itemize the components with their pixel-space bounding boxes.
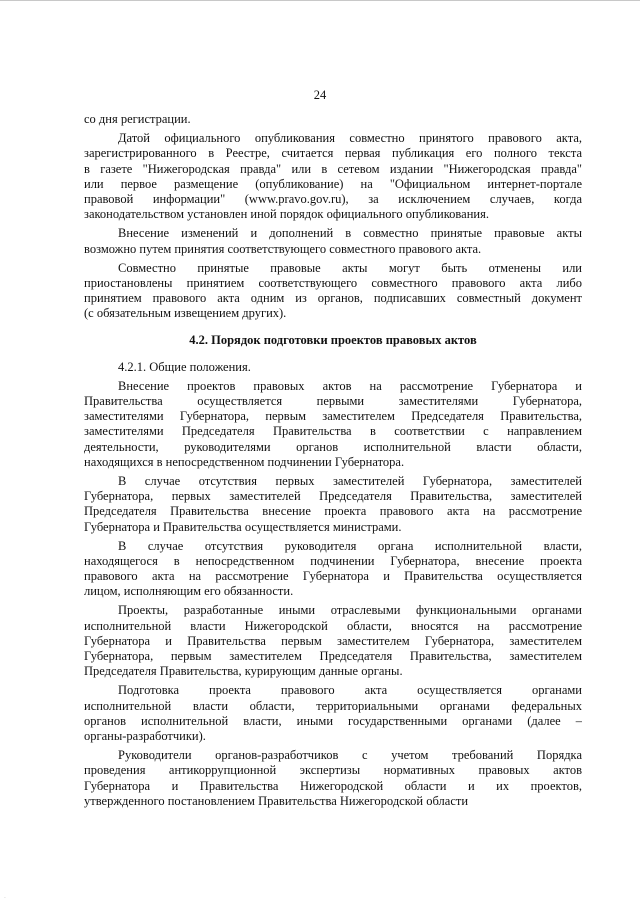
text-line: правового акта на рассмотрение Губернатора и Правительства осуществляется: [84, 569, 582, 584]
text-line: Совместно принятые правовые акты могут быть отменены или: [118, 260, 582, 275]
text-line: в газете "Нижегородская правда" или в сетевом издании "Нижегородская правда": [84, 161, 582, 176]
text-line: органы-разработчики).: [84, 728, 206, 743]
paragraph: [84, 131, 582, 222]
paragraph: [84, 539, 582, 600]
text-line: законодательством установлен иной порядок официального опубликования.: [84, 207, 489, 222]
text-line: Датой официального опубликования совместно принятого правового акта,: [118, 131, 582, 146]
text-line: 4.2.1. Общие положения.: [118, 359, 251, 374]
text-line: Губернатора, первых заместителей Председателя Правительства, заместителей: [84, 489, 582, 504]
paragraph: [84, 683, 582, 744]
text-line: Председателя Правительства, курирующим данные органы.: [84, 664, 403, 679]
text-line: Правительства осуществляется первыми заместителями Губернатора,: [84, 394, 582, 409]
document-body: [84, 112, 582, 809]
text-line: зарегистрированного в Реестре, считается первая публикация его полного текста: [84, 146, 582, 161]
text-line: деятельности, руководителями органов исполнительной власти области,: [84, 439, 582, 454]
section-before-heading: [84, 112, 582, 321]
paragraph: [84, 112, 582, 127]
text-line: (с обязательным извещением других).: [84, 306, 287, 321]
text-line: находящегося в непосредственном подчинении Губернатора, внесение проекта: [84, 553, 582, 568]
text-line: исполнительной власти Нижегородской области, вносятся на рассмотрение: [84, 618, 582, 633]
text-line: правовой информации" (www.pravo.gov.ru), за исключением случаев, когда: [84, 191, 582, 206]
section-after-heading: [84, 360, 582, 809]
text-line: Проекты, разработанные иными отраслевыми функциональными органами: [118, 603, 582, 618]
text-line: В случае отсутствия первых заместителей Губернатора, заместителей: [118, 473, 582, 488]
text-line: утвержденного постановлением Правительства Нижегородской области: [84, 793, 469, 808]
text-line: находящихся в непосредственном подчинении Губернатора.: [84, 454, 405, 469]
text-line: Руководители органов-разработчиков с учетом требований Порядка: [118, 748, 582, 763]
text-line: заместителями Председателя Правительства в соответствии с направлением: [84, 424, 582, 439]
paragraph: [84, 261, 582, 322]
text-line: со дня регистрации.: [84, 112, 191, 126]
text-line: возможно путем принятия соответствующего совместного правового акта.: [84, 241, 482, 256]
scan-mark: ·: [4, 895, 6, 902]
paragraph: [84, 474, 582, 535]
page-number: 24: [313, 88, 327, 102]
text-line: Подготовка проекта правового акта осуществляется органами: [118, 683, 582, 698]
paragraph: [84, 360, 582, 375]
text-line: Внесение проектов правовых актов на рассмотрение Губернатора и: [118, 378, 582, 393]
text-line: В случае отсутствия руководителя органа исполнительной власти,: [118, 538, 582, 553]
text-line: органов исполнительной власти, иными государственными органами (далее –: [84, 713, 582, 728]
section-heading: 4.2. Порядок подготовки проектов правовых актов: [189, 333, 477, 348]
text-line: Губернатора и Правительства Нижегородской области и их проектов,: [84, 778, 582, 793]
text-line: Губернатора, первым заместителем Председателя Правительства, заместителем: [84, 649, 582, 664]
text-line: проведения антикоррупционной экспертизы нормативных правовых актов: [84, 763, 582, 778]
paragraph: [84, 603, 582, 679]
text-line: приостановлены принятием соответствующего совместного правового акта либо: [84, 275, 582, 290]
text-line: исполнительной власти области, территориальными органами федеральных: [84, 698, 582, 713]
text-line: заместителями Губернатора, первым заместителем Председателя Правительства,: [84, 409, 582, 424]
paragraph: [84, 226, 582, 256]
text-line: принятием правового акта одним из органов, подписавших совместный документ: [84, 291, 582, 306]
text-line: или первое размещение (опубликование) на "Официальном интернет-портале: [84, 176, 582, 191]
text-line: Председателя Правительства внесение проекта правового акта на рассмотрение: [84, 504, 582, 519]
text-line: Губернатора и Правительства первым заместителем Губернатора, заместителем: [84, 633, 582, 648]
text-line: лицом, исполняющим его обязанности.: [84, 584, 294, 599]
text-line: Губернатора и Правительства осуществляется министрами.: [84, 519, 402, 534]
paragraph: [84, 379, 582, 470]
scan-edge: [0, 0, 640, 1]
text-line: Внесение изменений и дополнений в совместно принятые правовые акты: [118, 226, 582, 241]
paragraph: [84, 748, 582, 809]
